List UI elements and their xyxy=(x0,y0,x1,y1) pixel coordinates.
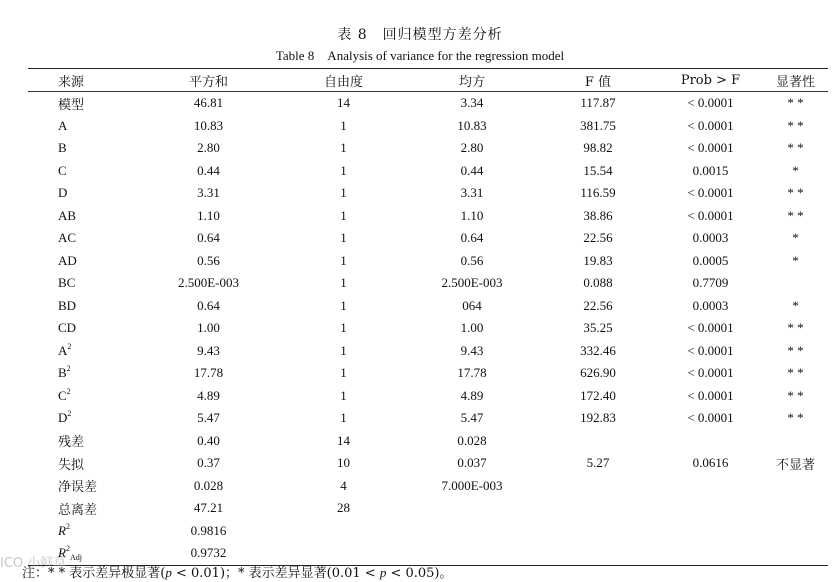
source-subscript: Adj xyxy=(69,553,82,563)
table-row xyxy=(28,362,828,385)
cell-mean-square: 0.64 xyxy=(460,230,484,246)
cell-f-value: 172.40 xyxy=(580,387,616,403)
table-row xyxy=(28,160,828,183)
source-superscript: 2 xyxy=(65,521,70,531)
table-header-row xyxy=(28,69,828,91)
source-superscript: 2 xyxy=(67,409,72,419)
cell-source xyxy=(28,94,136,113)
note-mid-1: < 0.01)；* 表示差异显著(0.01 < xyxy=(171,566,380,581)
cell-f-value: 15.54 xyxy=(583,162,613,178)
cell-prob: 0.0003 xyxy=(692,297,729,313)
cell-prob: 0.0003 xyxy=(692,230,729,246)
cell-source xyxy=(28,185,136,201)
cell-source xyxy=(28,431,136,450)
cell-significance: * xyxy=(792,252,799,268)
cell-degrees-of-freedom: 1 xyxy=(340,297,347,313)
cell-prob: < 0.0001 xyxy=(687,387,734,403)
watermark-logo: ICO 小鲜草 xyxy=(0,556,67,571)
cell-mean-square: 1.00 xyxy=(460,320,484,336)
cell-f-value: 19.83 xyxy=(583,252,613,268)
table-footnote xyxy=(22,562,453,581)
cell-sum-of-squares: 46.81 xyxy=(193,95,224,111)
table-row xyxy=(28,272,828,295)
cell-source xyxy=(28,230,136,246)
table-row xyxy=(28,115,828,138)
anova-table xyxy=(28,68,828,566)
cell-mean-square: 0.028 xyxy=(457,432,487,448)
cell-prob: 0.0015 xyxy=(692,162,729,178)
header-sum-of-squares: 平方和 xyxy=(188,74,228,90)
source-label: B xyxy=(58,365,67,381)
cell-sum-of-squares: 17.78 xyxy=(193,365,224,381)
cell-sum-of-squares: 0.9732 xyxy=(190,545,227,561)
cell-significance: * * xyxy=(787,320,804,336)
cell-degrees-of-freedom: 1 xyxy=(340,230,347,246)
cell-f-value: 117.87 xyxy=(580,95,616,111)
cell-significance: * xyxy=(792,297,799,313)
cell-source xyxy=(28,523,136,539)
table-row xyxy=(28,227,828,250)
cell-source xyxy=(28,365,136,381)
cell-f-value: 38.86 xyxy=(583,207,613,223)
cell-degrees-of-freedom: 1 xyxy=(340,365,347,381)
cell-prob: < 0.0001 xyxy=(687,117,734,133)
cell-sum-of-squares: 47.21 xyxy=(193,500,224,516)
cell-f-value: 22.56 xyxy=(583,297,613,313)
cell-significance: * * xyxy=(787,410,804,426)
cell-sum-of-squares: 5.47 xyxy=(197,410,220,426)
cell-source xyxy=(28,476,136,495)
cell-sum-of-squares: 0.37 xyxy=(197,455,220,471)
cell-mean-square: 3.31 xyxy=(460,185,484,201)
cell-f-value: 35.25 xyxy=(583,320,613,336)
cell-sum-of-squares: 1.10 xyxy=(197,207,220,223)
source-label: 总离差 xyxy=(58,502,98,518)
cell-source xyxy=(28,320,136,336)
cell-degrees-of-freedom: 1 xyxy=(340,185,347,201)
table-row xyxy=(28,250,828,273)
cell-source xyxy=(28,208,136,224)
note-prefix: 注：* * 表示差异极显著( xyxy=(22,566,166,581)
cell-significance: 不显著 xyxy=(775,457,815,473)
cell-source xyxy=(28,410,136,426)
table-row xyxy=(28,520,828,543)
note-mid-2: < 0.05)。 xyxy=(386,566,453,581)
cell-prob: < 0.0001 xyxy=(687,185,734,201)
cell-prob: < 0.0001 xyxy=(687,140,734,156)
source-label: 失拟 xyxy=(58,457,85,473)
cell-mean-square: 7.000E-003 xyxy=(441,477,503,493)
table-row xyxy=(28,385,828,408)
source-label: C xyxy=(58,387,67,403)
cell-sum-of-squares: 2.500E-003 xyxy=(177,275,240,291)
cell-source xyxy=(28,499,136,518)
cell-degrees-of-freedom: 1 xyxy=(340,320,347,336)
cell-source xyxy=(28,454,136,473)
cell-prob: < 0.0001 xyxy=(687,410,734,426)
cell-prob: < 0.0001 xyxy=(687,207,734,223)
cell-f-value: 22.56 xyxy=(583,230,613,246)
cell-f-value: 98.82 xyxy=(583,140,613,156)
source-label: AC xyxy=(58,230,77,246)
cell-degrees-of-freedom: 1 xyxy=(340,252,347,268)
header-prob: Prob > F xyxy=(680,72,741,88)
source-label: A xyxy=(58,342,68,358)
cell-degrees-of-freedom: 1 xyxy=(340,207,347,223)
header-f-value: F 值 xyxy=(584,74,612,90)
header-significance: 显著性 xyxy=(775,74,815,90)
table-row xyxy=(28,295,828,318)
source-superscript: 2 xyxy=(66,386,71,396)
cell-significance: * * xyxy=(787,387,804,403)
source-label: B xyxy=(58,140,67,156)
note-p-symbol-2: p xyxy=(379,565,387,580)
source-label: D xyxy=(58,410,68,426)
cell-f-value: 116.59 xyxy=(580,185,616,201)
cell-sum-of-squares: 2.80 xyxy=(197,140,220,156)
cell-source xyxy=(28,343,136,359)
cell-mean-square: 10.83 xyxy=(457,117,487,133)
table-row xyxy=(28,92,828,115)
cell-sum-of-squares: 0.64 xyxy=(197,230,220,246)
cell-mean-square: 3.34 xyxy=(460,95,484,111)
cell-mean-square: 4.89 xyxy=(460,387,484,403)
cell-source xyxy=(28,163,136,179)
header-degrees-of-freedom: 自由度 xyxy=(323,74,363,90)
cell-significance: * xyxy=(792,162,799,178)
cell-sum-of-squares: 0.028 xyxy=(193,477,224,493)
cell-degrees-of-freedom: 1 xyxy=(340,275,347,291)
table-row xyxy=(28,340,828,363)
cell-source xyxy=(28,140,136,156)
table-row xyxy=(28,452,828,475)
cell-mean-square: 0.037 xyxy=(457,455,487,471)
cell-prob: < 0.0001 xyxy=(687,320,734,336)
table-title-en: Table 8 Analysis of variance for the regression model xyxy=(275,48,565,63)
cell-mean-square: 0.44 xyxy=(460,162,484,178)
cell-source xyxy=(28,253,136,269)
cell-mean-square: 5.47 xyxy=(460,410,484,426)
header-source: 来源 xyxy=(58,74,85,90)
cell-f-value: 626.90 xyxy=(580,365,616,381)
cell-source xyxy=(28,388,136,404)
cell-degrees-of-freedom: 1 xyxy=(340,140,347,156)
cell-f-value: 381.75 xyxy=(580,117,616,133)
cell-mean-square: 17.78 xyxy=(457,365,487,381)
source-label: AB xyxy=(58,207,77,223)
cell-degrees-of-freedom: 4 xyxy=(340,477,347,493)
cell-sum-of-squares: 10.83 xyxy=(193,117,224,133)
source-label: 净误差 xyxy=(58,480,98,496)
cell-degrees-of-freedom: 10 xyxy=(337,455,350,471)
cell-significance: * xyxy=(792,230,799,246)
cell-prob: 0.7709 xyxy=(692,275,729,291)
table-row xyxy=(28,317,828,340)
cell-degrees-of-freedom: 1 xyxy=(340,117,347,133)
table-row xyxy=(28,182,828,205)
cell-mean-square: 1.10 xyxy=(460,207,484,223)
source-label: D xyxy=(58,185,68,201)
cell-significance: * * xyxy=(787,117,804,133)
table-row xyxy=(28,430,828,453)
cell-prob: < 0.0001 xyxy=(687,342,734,358)
source-superscript: 2 xyxy=(66,364,71,374)
cell-sum-of-squares: 3.31 xyxy=(197,185,220,201)
cell-degrees-of-freedom: 1 xyxy=(340,162,347,178)
table-body xyxy=(28,92,828,565)
source-label: BC xyxy=(58,275,76,291)
cell-degrees-of-freedom: 28 xyxy=(337,500,350,516)
cell-sum-of-squares: 9.43 xyxy=(197,342,220,358)
source-label: CD xyxy=(58,320,77,336)
cell-significance: * * xyxy=(787,342,804,358)
cell-significance: * * xyxy=(787,95,804,111)
cell-sum-of-squares: 0.40 xyxy=(197,432,220,448)
source-superscript: 2 xyxy=(67,341,72,351)
source-label: R xyxy=(58,522,66,538)
cell-f-value: 192.83 xyxy=(580,410,616,426)
note-p-symbol-1: p xyxy=(165,565,172,580)
source-label: C xyxy=(58,162,67,178)
cell-sum-of-squares: 0.9816 xyxy=(190,522,227,538)
cell-mean-square: 2.80 xyxy=(460,140,484,156)
cell-sum-of-squares: 0.44 xyxy=(197,162,220,178)
table-row xyxy=(28,137,828,160)
cell-mean-square: 0.56 xyxy=(460,252,484,268)
header-mean-square: 均方 xyxy=(458,74,485,90)
cell-prob: < 0.0001 xyxy=(687,95,734,111)
cell-degrees-of-freedom: 14 xyxy=(337,95,350,111)
cell-significance: * * xyxy=(787,185,804,201)
cell-degrees-of-freedom: 1 xyxy=(340,410,347,426)
cell-degrees-of-freedom: 14 xyxy=(337,432,350,448)
cell-prob: 0.0616 xyxy=(692,455,729,471)
cell-significance: * * xyxy=(787,207,804,223)
cell-sum-of-squares: 0.56 xyxy=(197,252,220,268)
cell-mean-square: 9.43 xyxy=(460,342,484,358)
table-title-cn: 表 8 回归模型方差分析 xyxy=(337,27,503,43)
source-label: 残差 xyxy=(58,435,85,451)
source-label: AD xyxy=(58,252,77,268)
cell-sum-of-squares: 4.89 xyxy=(197,387,220,403)
cell-prob: < 0.0001 xyxy=(687,365,734,381)
source-label: R xyxy=(58,545,66,561)
cell-degrees-of-freedom: 1 xyxy=(340,387,347,403)
cell-sum-of-squares: 0.64 xyxy=(197,297,220,313)
source-label: A xyxy=(58,117,68,133)
cell-mean-square: 2.500E-003 xyxy=(441,275,503,291)
cell-significance: * * xyxy=(787,140,804,156)
table-row xyxy=(28,497,828,520)
cell-source xyxy=(28,118,136,134)
cell-degrees-of-freedom: 1 xyxy=(340,342,347,358)
table-row xyxy=(28,205,828,228)
cell-f-value: 332.46 xyxy=(580,342,616,358)
cell-sum-of-squares: 1.00 xyxy=(197,320,220,336)
cell-f-value: 0.088 xyxy=(583,275,613,291)
cell-mean-square: 064 xyxy=(462,297,482,313)
table-row xyxy=(28,475,828,498)
source-superscript: 2 xyxy=(65,544,70,554)
source-label: BD xyxy=(58,297,77,313)
cell-source xyxy=(28,275,136,291)
table-row xyxy=(28,407,828,430)
cell-significance: * * xyxy=(787,365,804,381)
cell-source xyxy=(28,298,136,314)
source-label: 模型 xyxy=(58,97,85,113)
cell-f-value: 5.27 xyxy=(586,455,610,471)
cell-prob: 0.0005 xyxy=(692,252,729,268)
